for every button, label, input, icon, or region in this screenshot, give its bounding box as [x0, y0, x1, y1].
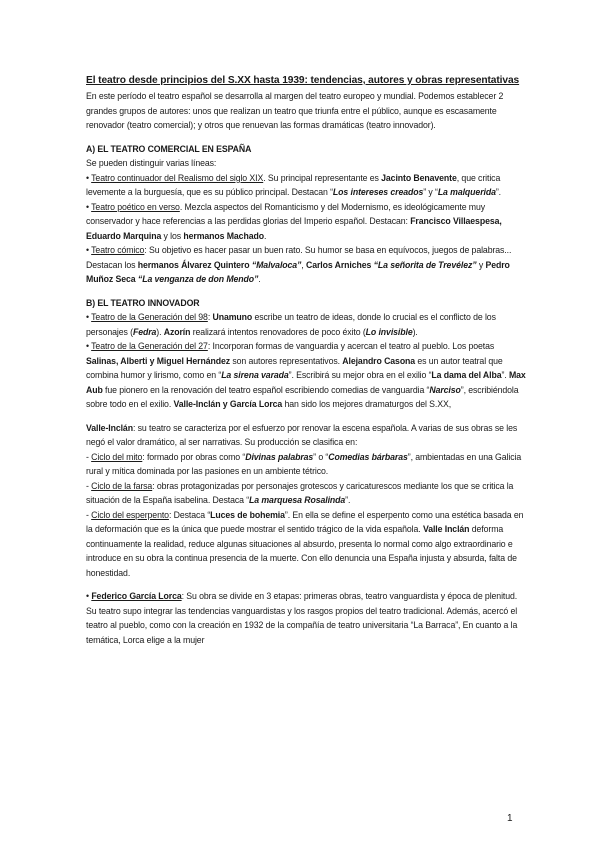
mito-paragraph: [86, 450, 526, 479]
text: ”, escribiéndola sobre todo en el exilio.: [86, 384, 519, 409]
bullet: •: [86, 245, 89, 255]
text: es un autor teatral que combina humor y lirismo, como en “: [86, 355, 503, 380]
work-title: La malquerida: [437, 187, 496, 197]
valle-paragraph: [86, 421, 526, 450]
text: . Mezcla aspectos del Romanticismo y del Modernismo, es ideológicamente muy conservador y hace referencias a las perdidas glorias del Imperio español. Destacan:: [86, 201, 486, 226]
text: : obras protagonizadas por personajes grotescos y caricaturescos mediante los que se critica la situación de la España isabelina. Destaca “: [86, 480, 514, 505]
dash: -: [86, 451, 92, 462]
g98-term: Teatro de la Generación del 98: [91, 312, 208, 322]
work-title: Luces de bohemia: [210, 509, 285, 520]
author-names: hermanos Álvarez Quintero: [137, 259, 250, 270]
dash: -: [86, 509, 92, 520]
author-names: Max Aub: [86, 370, 526, 395]
work-title: Los intereses creados: [332, 187, 424, 197]
lorca-paragraph: [86, 589, 526, 647]
work-title: Narciso: [429, 384, 461, 395]
work-title: Fedra: [132, 326, 157, 337]
text: son autores representativos.: [230, 355, 343, 366]
author-names: hermanos Machado: [183, 230, 264, 241]
comico-paragraph: [86, 243, 526, 287]
mito-term: Ciclo del mito: [91, 451, 143, 462]
text: ”.: [495, 187, 501, 197]
work-title: “La venganza de don Mendo”: [137, 274, 259, 284]
text: ”. Escribirá su mejor obra en el exilio “: [288, 370, 432, 380]
farsa-term: Ciclo de la farsa: [91, 480, 153, 491]
text: : Su obra se divide en 3 etapas: primeras obras, teatro vanguardista y época de plenitud. Su teatro supo integrar las tendencias vanguardistas y los rasgos propios del teatro tradicional. Además, acercó el teatro al pueblo, como con la creación en 1932 de la compañía de teatro universitaria “La Barraca”, En cuanto a la temática, Lorca elige a la mujer: [86, 591, 518, 645]
author-names: Alejandro Casona: [342, 355, 416, 366]
author-benavente: Jacinto Benavente: [381, 172, 457, 183]
author-names: Azorín: [163, 326, 191, 337]
text: han sido los mejores dramaturgos del S.XX,: [282, 399, 452, 409]
author-names: Salinas, Alberti y Miguel Hernández: [86, 355, 230, 366]
g27-paragraph: [86, 339, 526, 412]
work-title: Comedias bárbaras: [328, 451, 408, 462]
author-names: Carlos Arniches: [306, 259, 372, 270]
author-valle: Valle-Inclán: [86, 422, 133, 433]
text: ” o “: [313, 451, 329, 462]
text: ).: [156, 326, 164, 337]
text: ” y “: [423, 187, 438, 197]
intro-paragraph: En este período el teatro español se desarrolla al margen del teatro europeo y mundial. Podemos establecer 2 grandes grupos de autores: unos que realizan un teatro que triunfa entre el público, aunque es escasamente renovador (teatro comercial); y otros que renuevan las formas dramáticas (teatro innovador).: [86, 91, 504, 130]
text: ”.: [345, 495, 351, 505]
work-title: Divinas palabras: [245, 451, 314, 462]
text: . Su principal representante es: [263, 172, 382, 183]
text: , que critica levemente a la burguesía, que es su público principal. Destacan “: [86, 172, 501, 197]
text: y: [476, 259, 486, 270]
g27-term: Teatro de la Generación del 27: [91, 341, 208, 351]
section-a-lead: Se pueden distinguir varias líneas:: [86, 158, 217, 168]
work-title: La dama del Alba: [431, 370, 502, 380]
section-a-heading: A) EL TEATRO COMERCIAL EN ESPAÑA: [86, 143, 252, 154]
esperpento-paragraph: [86, 508, 526, 581]
realismo-term: Teatro continuador del Realismo del siglo XIX: [91, 172, 264, 183]
work-title: “La señorita de Trevélez”: [373, 259, 477, 270]
author-names: Valle Inclán: [422, 524, 470, 534]
text: deforma continuamente la realidad, reduce algunas situaciones al absurdo, presenta lo normal como algo extraordinario e introduce en su obra la continua presencia de la muerte. Con ello denuncia una España injusta y absurda, falta de honestidad.: [86, 524, 517, 578]
work-title: Lo invisible: [365, 326, 413, 337]
bullet: •: [86, 591, 89, 601]
text: : formado por obras como “: [142, 451, 246, 462]
author-names: Valle-Inclán y García Lorca: [173, 399, 283, 409]
text: : Su objetivo es hacer pasar un buen rato. Su humor se basa en equívocos, juegos de palabras... Destacan los: [86, 245, 512, 270]
author-lorca: Federico García Lorca: [91, 591, 182, 601]
comico-term: Teatro cómico: [91, 245, 145, 255]
bullet: •: [86, 312, 89, 322]
work-title: La sirena varada: [221, 370, 289, 380]
text: ”, ambientadas en una Galicia rural y mítica dominada por las pasiones en un ambiente tétrico.: [86, 451, 522, 476]
author-names: Unamuno: [212, 312, 253, 322]
work-title: La marquesa Rosalinda: [249, 495, 346, 505]
text: ).: [412, 326, 418, 337]
author-names: Francisco Villaespesa, Eduardo Marquina: [86, 216, 502, 241]
author-names: Pedro Muñoz Seca: [86, 259, 510, 284]
text: realizará intentos renovadores de poco éxito (: [190, 326, 366, 337]
text: : Incorporan formas de vanguardia y acercan el teatro al pueblo. Los poetas: [207, 341, 495, 351]
text: .: [258, 274, 261, 284]
section-b-heading: B) EL TEATRO INNOVADOR: [86, 297, 200, 308]
poetico-term: Teatro poético en verso: [91, 201, 180, 212]
text: fue pionero en la renovación del teatro español escribiendo comedias de vanguardia “: [102, 384, 430, 395]
document-body: [86, 73, 526, 647]
text: : Destaca “: [168, 509, 211, 520]
text: ”. En ella se define el esperpento como una estética basada en la deformación que es la única que puede mostrar el sentido trágico de la vida española.: [86, 509, 524, 534]
bullet: •: [86, 201, 89, 212]
text: escribe un teatro de ideas, donde lo crucial es el conflicto de los personajes (: [86, 312, 496, 337]
text: y los: [161, 230, 184, 241]
text: .: [263, 230, 267, 241]
work-title: “Malvaloca”: [251, 259, 302, 270]
text: : su teatro se caracteriza por el esfuerzo por renovar la escena española. A varias de sus obras se les negó el valor dramático, al ser narrativas. Su producción se clasifica en:: [86, 422, 518, 447]
poetico-paragraph: [86, 200, 526, 244]
dash: -: [86, 480, 92, 491]
realismo-paragraph: [86, 171, 526, 200]
esperpento-term: Ciclo del esperpento: [91, 509, 169, 520]
text: ”.: [501, 370, 509, 380]
page-number: 1: [507, 813, 513, 824]
bullet: •: [86, 172, 89, 183]
text: :: [207, 312, 213, 322]
document-title: El teatro desde principios del S.XX hasta 1939: tendencias, autores y obras representativas: [86, 75, 520, 86]
bullet: •: [86, 341, 89, 351]
farsa-paragraph: [86, 479, 526, 508]
g98-paragraph: [86, 310, 526, 339]
text: ,: [301, 259, 306, 270]
